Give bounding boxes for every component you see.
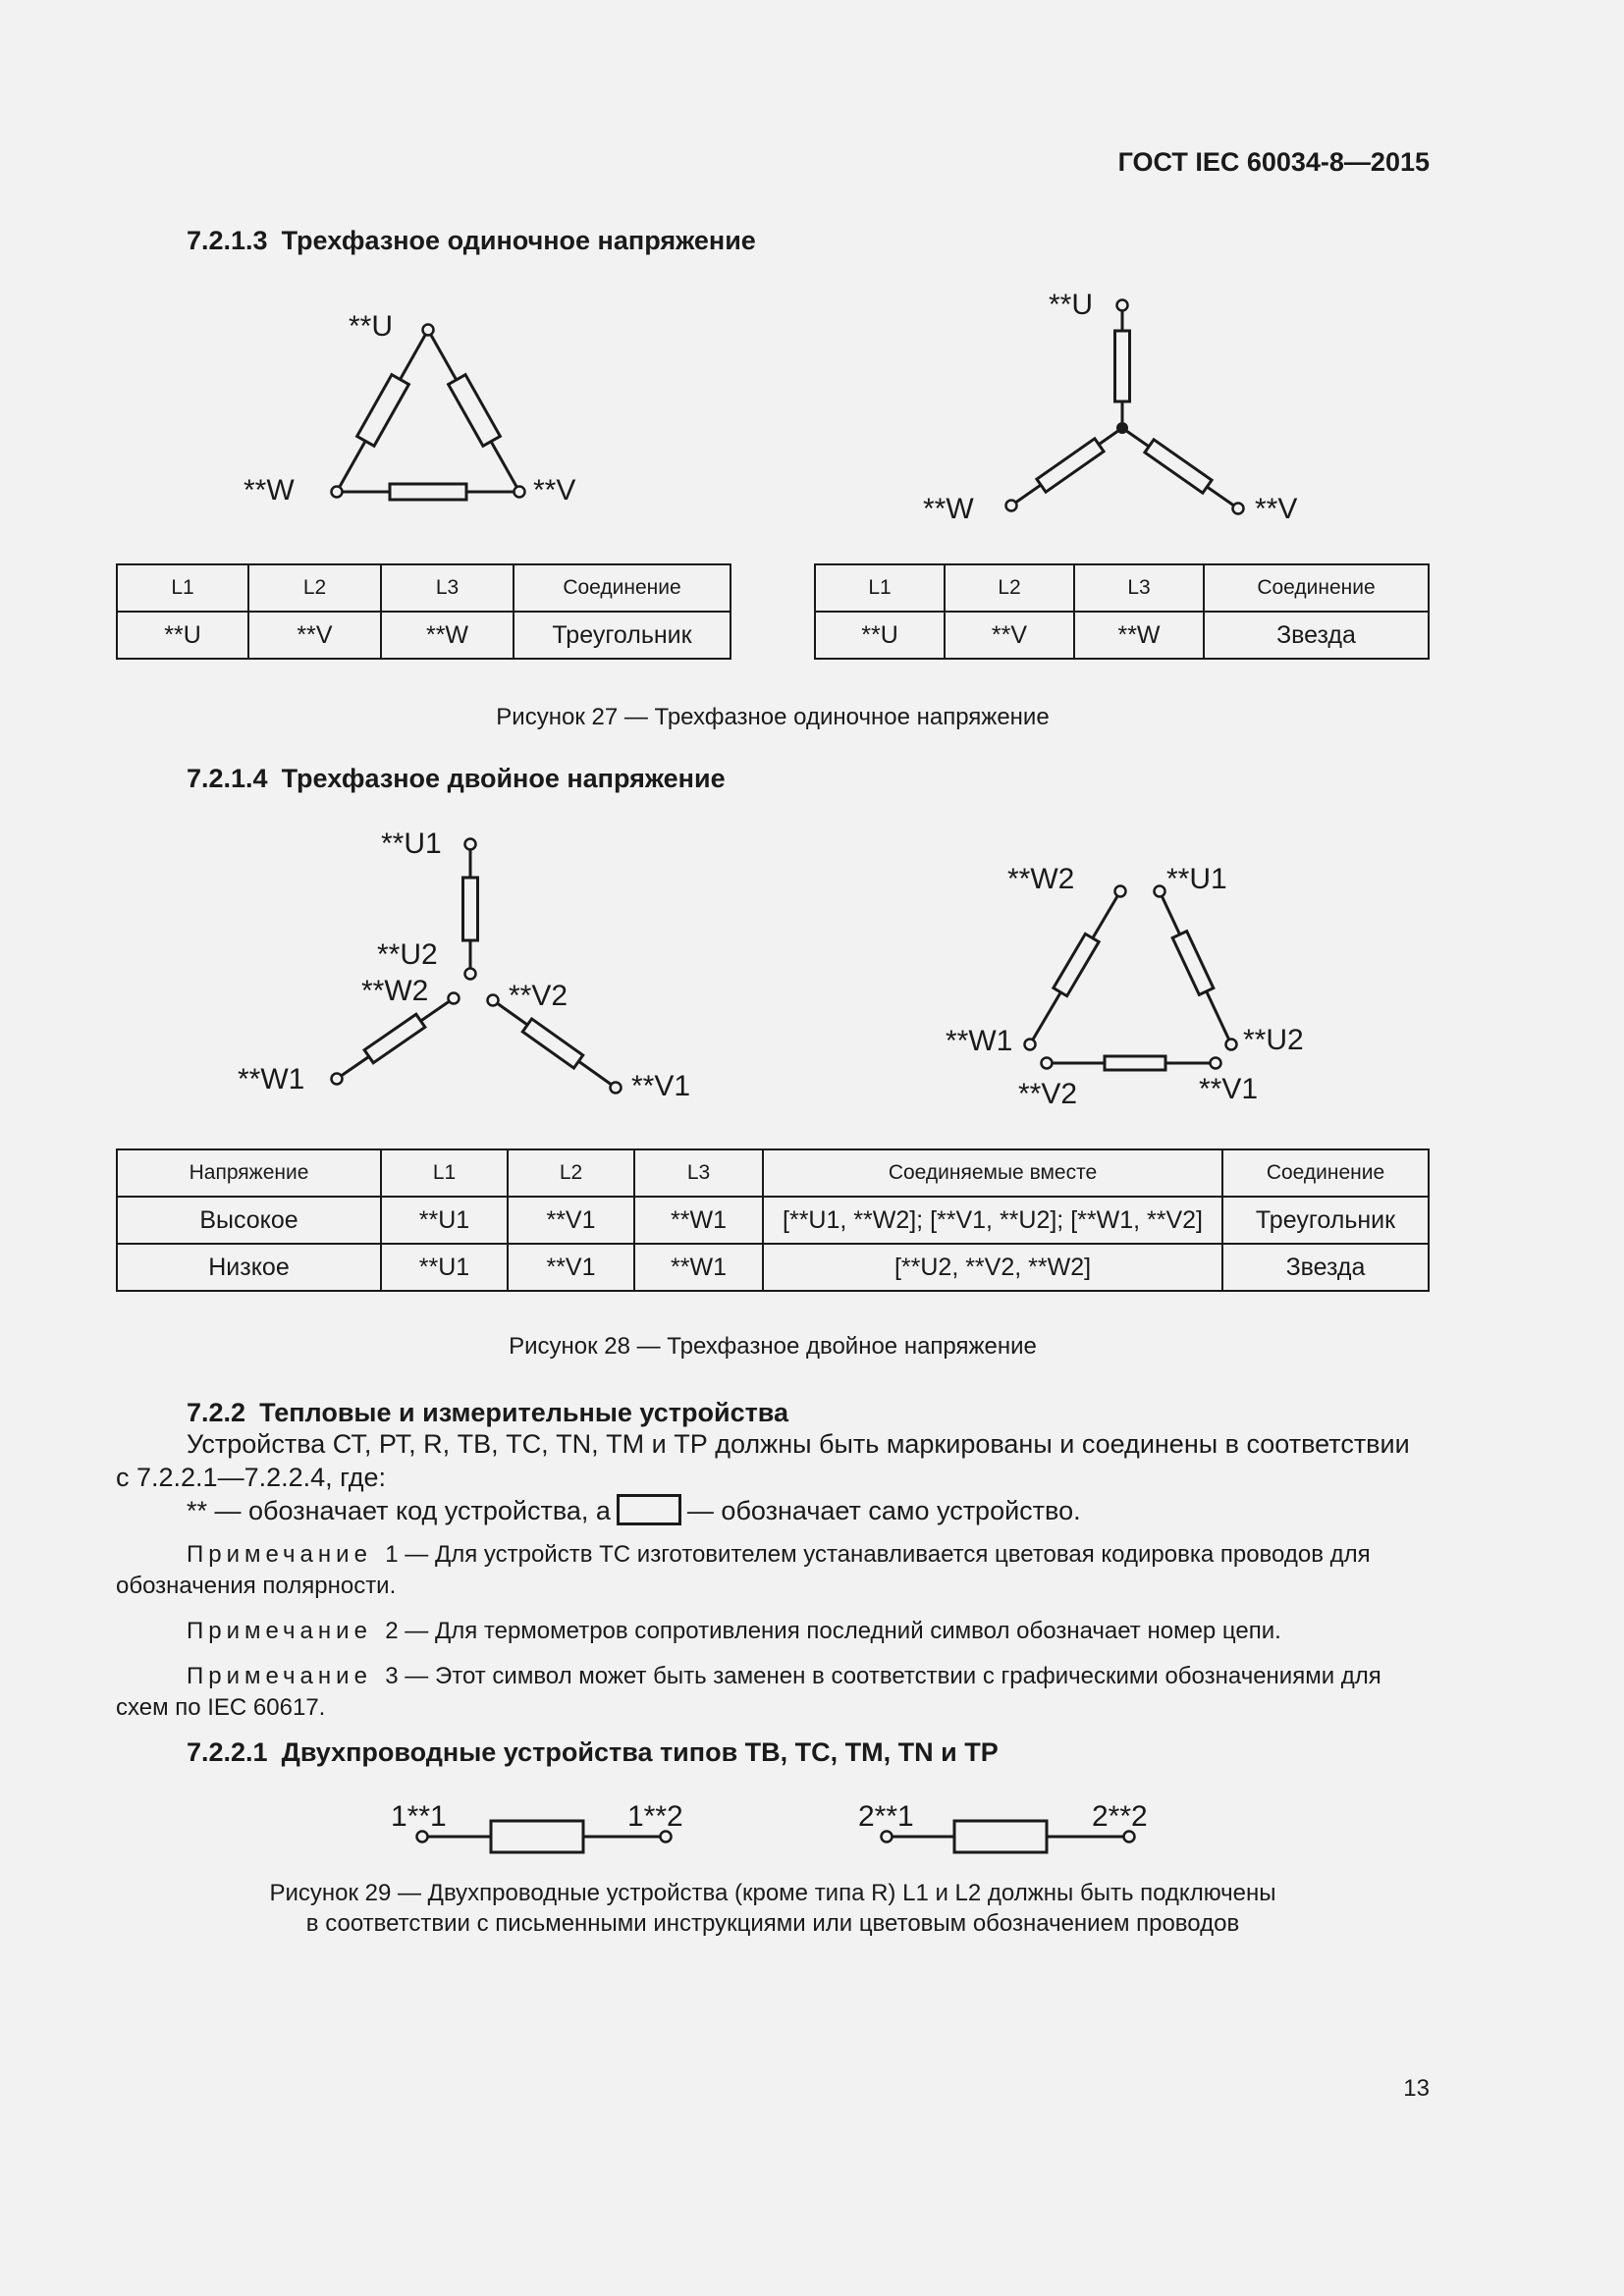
- star-connection-diagram: [923, 289, 1297, 525]
- table-header: L2: [248, 564, 381, 612]
- section-number: 7.2.1.4: [187, 764, 268, 793]
- terminal-label-w2: **W2: [361, 975, 429, 1007]
- figure-29-caption-line-2: в соответствии с письменными инструкциями или цветовым обозначением проводов: [305, 1910, 1240, 1937]
- note-text: — Этот символ может быть заменен в соответствии с графическими обозначениями для схем по IEC 60617.: [116, 1663, 1381, 1721]
- terminal: [417, 1832, 428, 1842]
- terminal-label-u2: **U2: [1243, 1024, 1304, 1056]
- terminal: [1006, 501, 1017, 511]
- table-cell: **U: [815, 612, 945, 659]
- terminal: [465, 969, 476, 980]
- terminal-label-v2: **V2: [509, 980, 568, 1012]
- table-cell: **V: [945, 612, 1074, 659]
- terminal-label-u2: **U2: [377, 938, 438, 971]
- winding-resistor: [1145, 440, 1212, 493]
- table-cell: Низкое: [117, 1244, 381, 1291]
- winding-resistor: [463, 878, 478, 940]
- terminal: [465, 839, 476, 850]
- terminal-label-v: **V: [1255, 493, 1298, 525]
- terminal-label-w2: **W2: [1007, 863, 1075, 895]
- terminal: [661, 1832, 672, 1842]
- winding-resistor: [1172, 932, 1214, 995]
- terminal-label-u: **U: [349, 310, 394, 343]
- table-cell: **U1: [381, 1197, 508, 1244]
- two-wire-device-2: [858, 1800, 1148, 1852]
- terminal: [882, 1832, 893, 1842]
- table-header: L3: [381, 564, 514, 612]
- figure-28-caption: Рисунок 28 — Трехфазное двойное напряжение: [509, 1333, 1037, 1360]
- terminal-label: 1**2: [627, 1800, 683, 1833]
- terminal-label-u1: **U1: [1166, 863, 1227, 895]
- note-number: 3: [385, 1663, 399, 1689]
- note-number: 2: [385, 1618, 399, 1644]
- table-header: Соединение: [1222, 1149, 1429, 1197]
- table-cell: **U1: [381, 1244, 508, 1291]
- note-2: [116, 1616, 1430, 1647]
- note-1: [116, 1539, 1430, 1602]
- table-cell: **W: [1074, 612, 1204, 659]
- table-cell: Звезда: [1204, 612, 1429, 659]
- section-number: 7.2.2: [187, 1398, 246, 1427]
- table-header: L1: [117, 564, 248, 612]
- table-cell: Звезда: [1222, 1244, 1429, 1291]
- winding-resistor: [1115, 331, 1130, 401]
- winding-resistor: [1105, 1056, 1165, 1070]
- terminal-label-v2: **V2: [1018, 1078, 1078, 1110]
- table-dual-voltage: [116, 1148, 1430, 1292]
- table-header: Соединение: [1204, 564, 1429, 612]
- terminal: [1155, 886, 1165, 897]
- terminal-label-v1: **V1: [1199, 1073, 1259, 1105]
- section-heading-7221: [187, 1737, 999, 1768]
- winding-resistor: [449, 375, 501, 447]
- section-title: Трехфазное двойное напряжение: [281, 764, 726, 793]
- terminal: [332, 487, 343, 498]
- terminal: [449, 993, 460, 1004]
- paragraph-devices: Устройства СТ, РТ, R, ТВ, ТС, TN, ТМ и ТР должны быть маркированы и соединены в соответствии с 7.2.2.1—7.2.2.4, где:: [116, 1429, 1410, 1492]
- table-header: Соединение: [514, 564, 731, 612]
- winding-resistor: [522, 1019, 582, 1068]
- page-number: 13: [1403, 2075, 1430, 2102]
- note-text: — Для термометров сопротивления последний символ обозначает номер цепи.: [405, 1618, 1281, 1644]
- standard-header: ГОСТ IEC 60034-8—2015: [1117, 147, 1430, 177]
- section-title: Трехфазное одиночное напряжение: [281, 226, 756, 255]
- terminal: [1042, 1058, 1053, 1069]
- dual-star-diagram: [238, 828, 690, 1102]
- terminal: [1025, 1040, 1036, 1050]
- terminal: [1117, 300, 1128, 311]
- winding-resistor: [364, 1014, 425, 1063]
- device-resistor: [491, 1821, 583, 1852]
- section-number: 7.2.2.1: [187, 1737, 268, 1767]
- terminal: [1124, 1832, 1135, 1842]
- terminal: [423, 325, 434, 336]
- figure-27-diagrams: [0, 0, 1624, 569]
- table-header: L2: [945, 564, 1074, 612]
- terminal-label: 1**1: [391, 1800, 447, 1833]
- winding-resistor: [1054, 934, 1099, 995]
- terminal-label-w1: **W1: [238, 1063, 305, 1095]
- table-cell: [**U2, **V2, **W2]: [763, 1244, 1222, 1291]
- delta-connection-diagram: [244, 310, 575, 507]
- table-header: Напряжение: [117, 1149, 381, 1197]
- table-cell: Высокое: [117, 1197, 381, 1244]
- note-label: Примечание: [187, 1541, 372, 1568]
- table-header: L3: [1074, 564, 1204, 612]
- terminal-label-w: **W: [923, 493, 974, 525]
- note-label: Примечание: [187, 1618, 372, 1644]
- table-row: [117, 1197, 1429, 1244]
- table-cell: **V1: [508, 1197, 634, 1244]
- table-cell: Треугольник: [1222, 1197, 1429, 1244]
- terminal: [488, 995, 499, 1006]
- table-cell: **W1: [634, 1244, 763, 1291]
- note-number: 1: [385, 1541, 399, 1568]
- terminal: [1211, 1058, 1221, 1069]
- paragraph-device-code: [187, 1494, 1081, 1528]
- note-text: — Для устройств ТС изготовителем устанавливается цветовая кодировка проводов для обозначения полярности.: [116, 1541, 1371, 1599]
- table-cell: Треугольник: [514, 612, 731, 659]
- table-delta-terminals: [116, 563, 731, 660]
- terminal-label-u: **U: [1049, 289, 1094, 321]
- terminal-label: 2**2: [1092, 1800, 1148, 1833]
- table-header: L2: [508, 1149, 634, 1197]
- terminal-label-v1: **V1: [631, 1070, 691, 1102]
- section-title: Тепловые и измерительные устройства: [259, 1398, 789, 1427]
- winding-resistor: [390, 484, 466, 500]
- terminal: [514, 487, 525, 498]
- section-title: Двухпроводные устройства типов ТВ, ТС, ТМ, TN и ТР: [281, 1737, 999, 1767]
- winding-resistor: [357, 375, 409, 447]
- winding-resistor: [1037, 439, 1104, 492]
- table-header: L1: [815, 564, 945, 612]
- table-cell: **U: [117, 612, 248, 659]
- terminal-label: 2**1: [858, 1800, 914, 1833]
- terminal-label-v: **V: [533, 474, 576, 507]
- terminal: [1115, 886, 1126, 897]
- terminal: [1226, 1040, 1237, 1050]
- device-symbol-icon: [617, 1494, 681, 1525]
- figure-29-diagrams: [0, 1787, 1624, 1865]
- table-cell: **V: [248, 612, 381, 659]
- terminal: [611, 1083, 622, 1094]
- terminal-label-w1: **W1: [946, 1025, 1013, 1057]
- terminal-label-w: **W: [244, 474, 295, 507]
- note-label: Примечание: [187, 1663, 372, 1689]
- figure-29-caption-line-1: Рисунок 29 — Двухпроводные устройства (кроме типа R) L1 и L2 должны быть подключены: [269, 1880, 1276, 1906]
- table-cell: **W1: [634, 1197, 763, 1244]
- figure-27-caption: Рисунок 27 — Трехфазное одиночное напряжение: [496, 704, 1050, 730]
- note-3: [116, 1661, 1430, 1724]
- code-text: ** — обозначает код устройства, а: [187, 1496, 611, 1525]
- table-cell: [**U1, **W2]; [**V1, **U2]; [**W1, **V2]: [763, 1197, 1222, 1244]
- neutral-node: [1116, 422, 1128, 434]
- terminal-label-u1: **U1: [381, 828, 442, 860]
- table-star-terminals: [814, 563, 1430, 660]
- device-text: — обозначает само устройство.: [686, 1496, 1081, 1525]
- table-cell: **V1: [508, 1244, 634, 1291]
- table-row: [117, 1244, 1429, 1291]
- table-cell: **W: [381, 612, 514, 659]
- table-header: Соединяемые вместе: [763, 1149, 1222, 1197]
- dual-delta-diagram: [946, 863, 1304, 1110]
- device-resistor: [954, 1821, 1047, 1852]
- terminal: [1233, 504, 1244, 514]
- table-header: L1: [381, 1149, 508, 1197]
- terminal: [332, 1074, 343, 1085]
- section-number: 7.2.1.3: [187, 226, 268, 255]
- section-heading-722: [187, 1398, 788, 1428]
- section-heading-7214: [187, 764, 726, 794]
- figure-28-diagrams: [0, 805, 1624, 1119]
- table-header: L3: [634, 1149, 763, 1197]
- two-wire-device-1: [391, 1800, 683, 1852]
